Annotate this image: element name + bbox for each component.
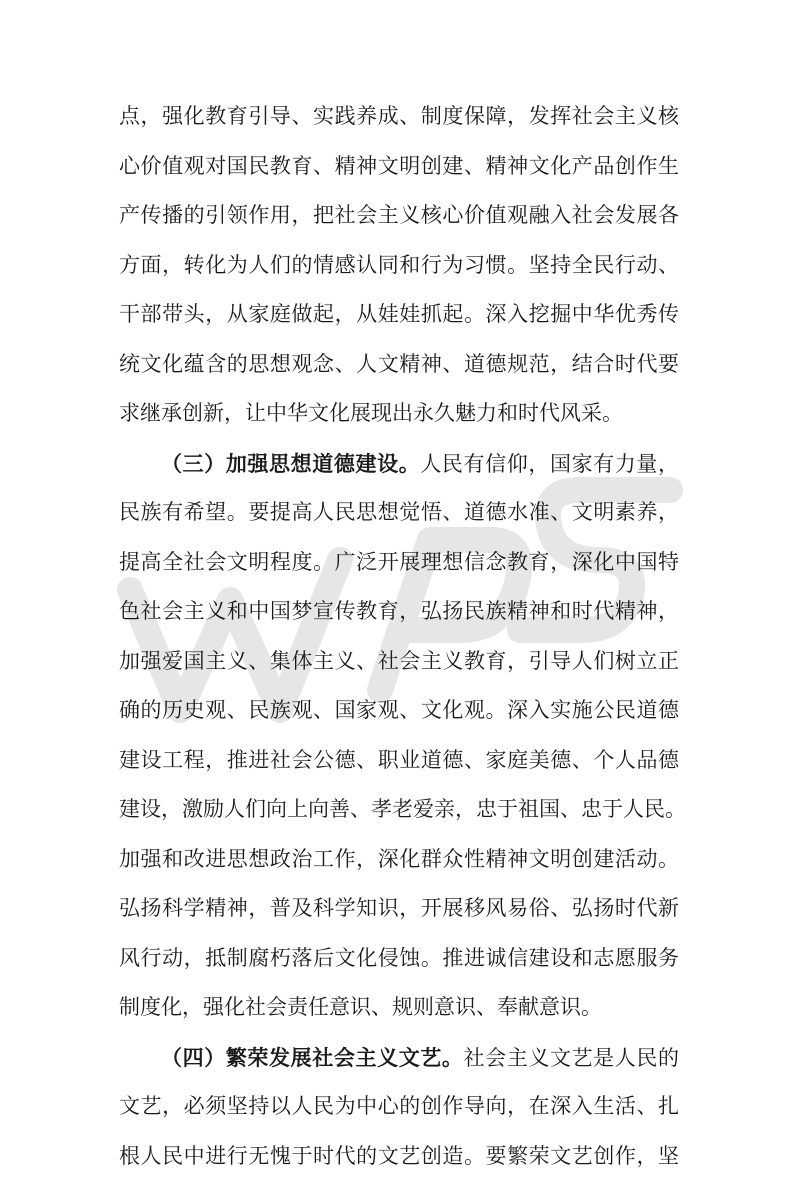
text-line: 心价值观对国民教育、精神文明创建、精神文化产品创作生 (119, 142, 679, 192)
paragraph-first-line (119, 439, 679, 489)
text-line: 产传播的引领作用，把社会主义核心价值观融入社会发展各 (119, 191, 679, 241)
paragraph-first-line (119, 1033, 679, 1083)
text-line: 加强和改进思想政治工作，深化群众性精神文明创建活动。 (119, 835, 679, 885)
text-line: 提高全社会文明程度。广泛开展理想信念教育，深化中国特 (119, 538, 679, 588)
paragraph-3 (119, 1033, 679, 1181)
text-line: 风行动，抵制腐朽落后文化侵蚀。推进诚信建设和志愿服务 (119, 934, 679, 984)
section-heading: （四）繁荣发展社会主义文艺。 (161, 1045, 464, 1070)
text-line: 方面，转化为人们的情感认同和行为习惯。坚持全民行动、 (119, 241, 679, 291)
text-line: 社会主义文艺是人民的 (464, 1046, 679, 1070)
paragraph-1 (119, 92, 679, 439)
text-line: 求继承创新，让中华文化展现出永久魅力和时代风采。 (119, 389, 679, 439)
body-text (119, 92, 679, 1181)
text-line: 人民有信仰，国家有力量， (420, 452, 679, 476)
text-line: 文艺，必须坚持以人民为中心的创作导向，在深入生活、扎 (119, 1082, 679, 1132)
text-line: 弘扬科学精神，普及科学知识，开展移风易俗、弘扬时代新 (119, 884, 679, 934)
text-line: 建设，激励人们向上向善、孝老爱亲，忠于祖国、忠于人民。 (119, 785, 679, 835)
text-line: 色社会主义和中国梦宣传教育，弘扬民族精神和时代精神， (119, 587, 679, 637)
text-line: 确的历史观、民族观、国家观、文化观。深入实施公民道德 (119, 686, 679, 736)
text-line: 根人民中进行无愧于时代的文艺创造。要繁荣文艺创作，坚 (119, 1132, 679, 1181)
text-line: 民族有希望。要提高人民思想觉悟、道德水准、文明素养， (119, 488, 679, 538)
text-line: 制度化，强化社会责任意识、规则意识、奉献意识。 (119, 983, 679, 1033)
section-heading: （三）加强思想道德建设。 (161, 451, 420, 476)
text-line: 加强爱国主义、集体主义、社会主义教育，引导人们树立正 (119, 637, 679, 687)
text-line: 干部带头，从家庭做起，从娃娃抓起。深入挖掘中华优秀传 (119, 290, 679, 340)
text-line: 建设工程，推进社会公德、职业道德、家庭美德、个人品德 (119, 736, 679, 786)
text-line: 点，强化教育引导、实践养成、制度保障，发挥社会主义核 (119, 92, 679, 142)
text-line: 统文化蕴含的思想观念、人文精神、道德规范，结合时代要 (119, 340, 679, 390)
paragraph-2 (119, 439, 679, 1033)
